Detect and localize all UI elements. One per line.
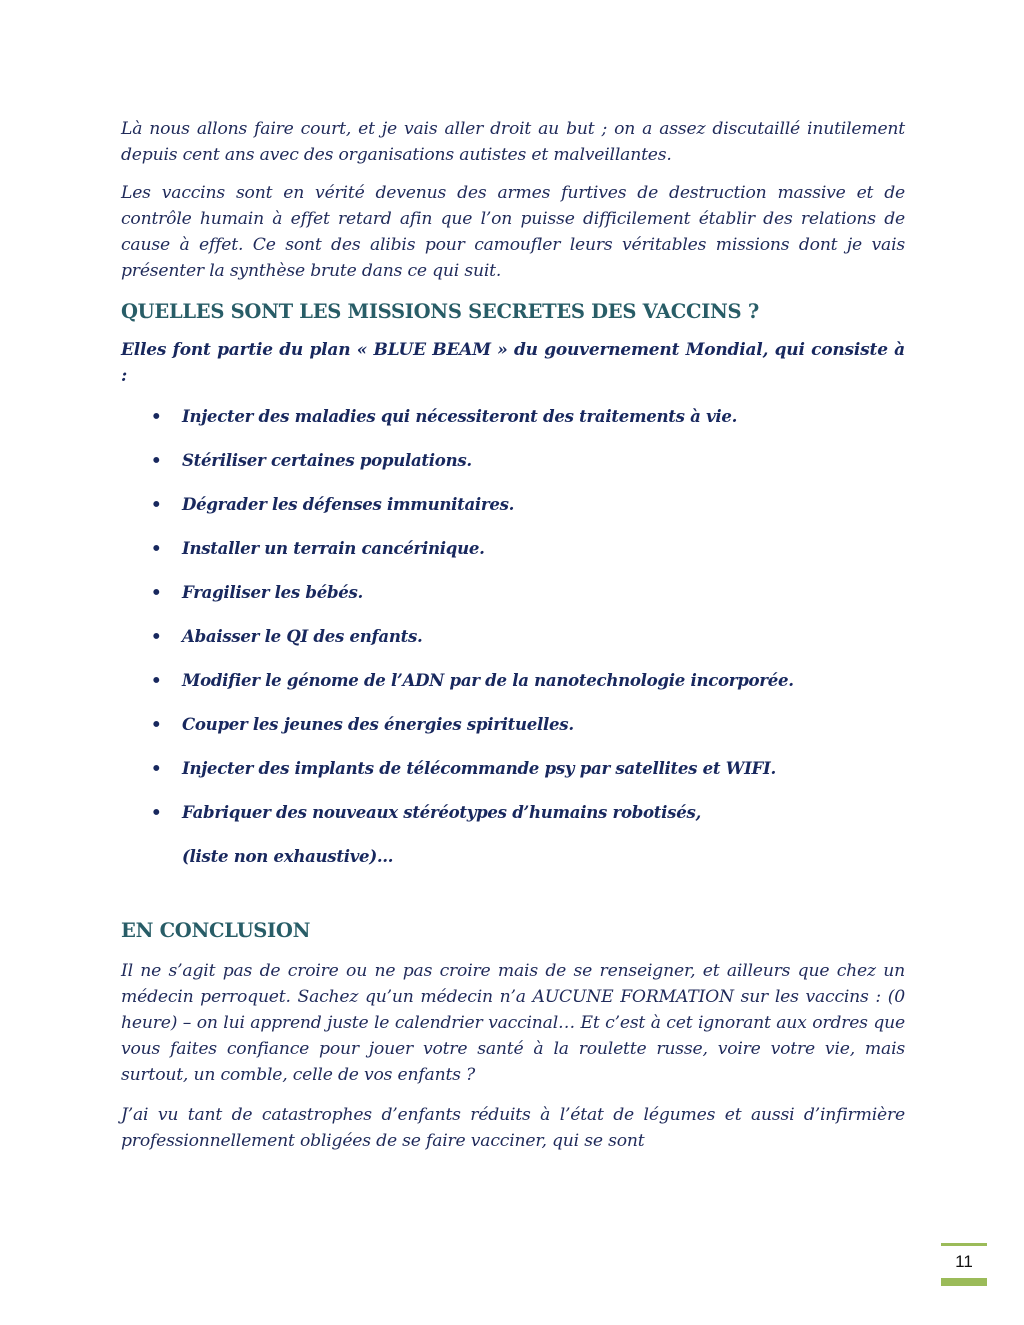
page-number-top-rule	[941, 1243, 987, 1246]
list-item-text: Installer un terrain cancérinique.	[182, 538, 485, 558]
list-item	[121, 757, 905, 779]
intro-paragraph-1: Là nous allons faire court, et je vais aller droit au but ; on a assez discutaillé inutilement depuis cent ans avec des organisations autistes et malveillantes.	[121, 119, 905, 165]
bullet-icon: •	[151, 450, 162, 470]
document-page	[121, 116, 905, 1168]
bullet-icon: •	[151, 802, 162, 822]
bullet-icon: •	[151, 714, 162, 734]
list-item	[121, 449, 905, 471]
bullet-icon: •	[151, 406, 162, 426]
page-number-bottom-bar	[941, 1278, 987, 1286]
bullet-icon: •	[151, 538, 162, 558]
intro-paragraph-2: Les vaccins sont en vérité devenus des armes furtives de destruction massive et de contrôle humain à effet retard afin que l’on puisse difficilement établir des relations de cause à effet. Ce sont des alibis pour camoufler leurs véritables missions dont je vais présenter la synthèse brute dans ce qui suit.	[121, 183, 905, 281]
list-item	[121, 713, 905, 735]
list-item	[121, 581, 905, 603]
list-item-text: Abaisser le QI des enfants.	[182, 626, 423, 646]
conclusion-paragraph-2: J’ai vu tant de catastrophes d’enfants réduits à l’état de légumes et aussi d’infirmière professionnellement obligées de se faire vacciner, qui se sont	[121, 1105, 905, 1151]
missions-list	[121, 405, 905, 823]
list-item	[121, 625, 905, 647]
page-number: 11	[955, 1252, 973, 1271]
list-item-text: Modifier le génome de l’ADN par de la nanotechnologie incorporée.	[182, 670, 794, 690]
bullet-icon: •	[151, 758, 162, 778]
page-number-block	[941, 1243, 987, 1286]
list-item-text: Couper les jeunes des énergies spirituelles.	[182, 714, 574, 734]
list-item	[121, 537, 905, 559]
list-item-text: Fragiliser les bébés.	[182, 582, 364, 602]
bullet-icon: •	[151, 670, 162, 690]
list-item-text: Injecter des implants de télécommande psy par satellites et WIFI.	[182, 758, 776, 778]
missions-intro: Elles font partie du plan « BLUE BEAM » du gouvernement Mondial, qui consiste à :	[121, 340, 905, 386]
list-item-text: Stériliser certaines populations.	[182, 450, 472, 470]
list-item	[121, 405, 905, 427]
list-item-text: Injecter des maladies qui nécessiteront des traitements à vie.	[182, 406, 738, 426]
bullet-icon: •	[151, 582, 162, 602]
bullet-icon: •	[151, 494, 162, 514]
bullet-icon: •	[151, 626, 162, 646]
list-item-text: Dégrader les défenses immunitaires.	[182, 494, 515, 514]
section-heading-missions: QUELLES SONT LES MISSIONS SECRETES DES VACCINS ?	[121, 300, 759, 323]
list-item-text: Fabriquer des nouveaux stéréotypes d’humains robotisés,	[182, 802, 701, 822]
section-heading-conclusion: EN CONCLUSION	[121, 919, 311, 942]
list-item	[121, 801, 905, 823]
list-item	[121, 493, 905, 515]
conclusion-section	[121, 958, 905, 1154]
list-item	[121, 669, 905, 691]
conclusion-paragraph-1: Il ne s’agit pas de croire ou ne pas croire mais de se renseigner, et ailleurs que chez un médecin perroquet. Sachez qu’un médecin n’a AUCUNE FORMATION sur les vaccins : (0 heure) – on lui apprend juste le calendrier vaccinal… Et c’est à cet ignorant aux ordres que vous faites confiance pour jouer votre santé à la roulette russe, voire votre vie, mais surtout, un comble, celle de vos enfants ?	[121, 961, 905, 1085]
list-note: (liste non exhaustive)…	[182, 846, 394, 866]
